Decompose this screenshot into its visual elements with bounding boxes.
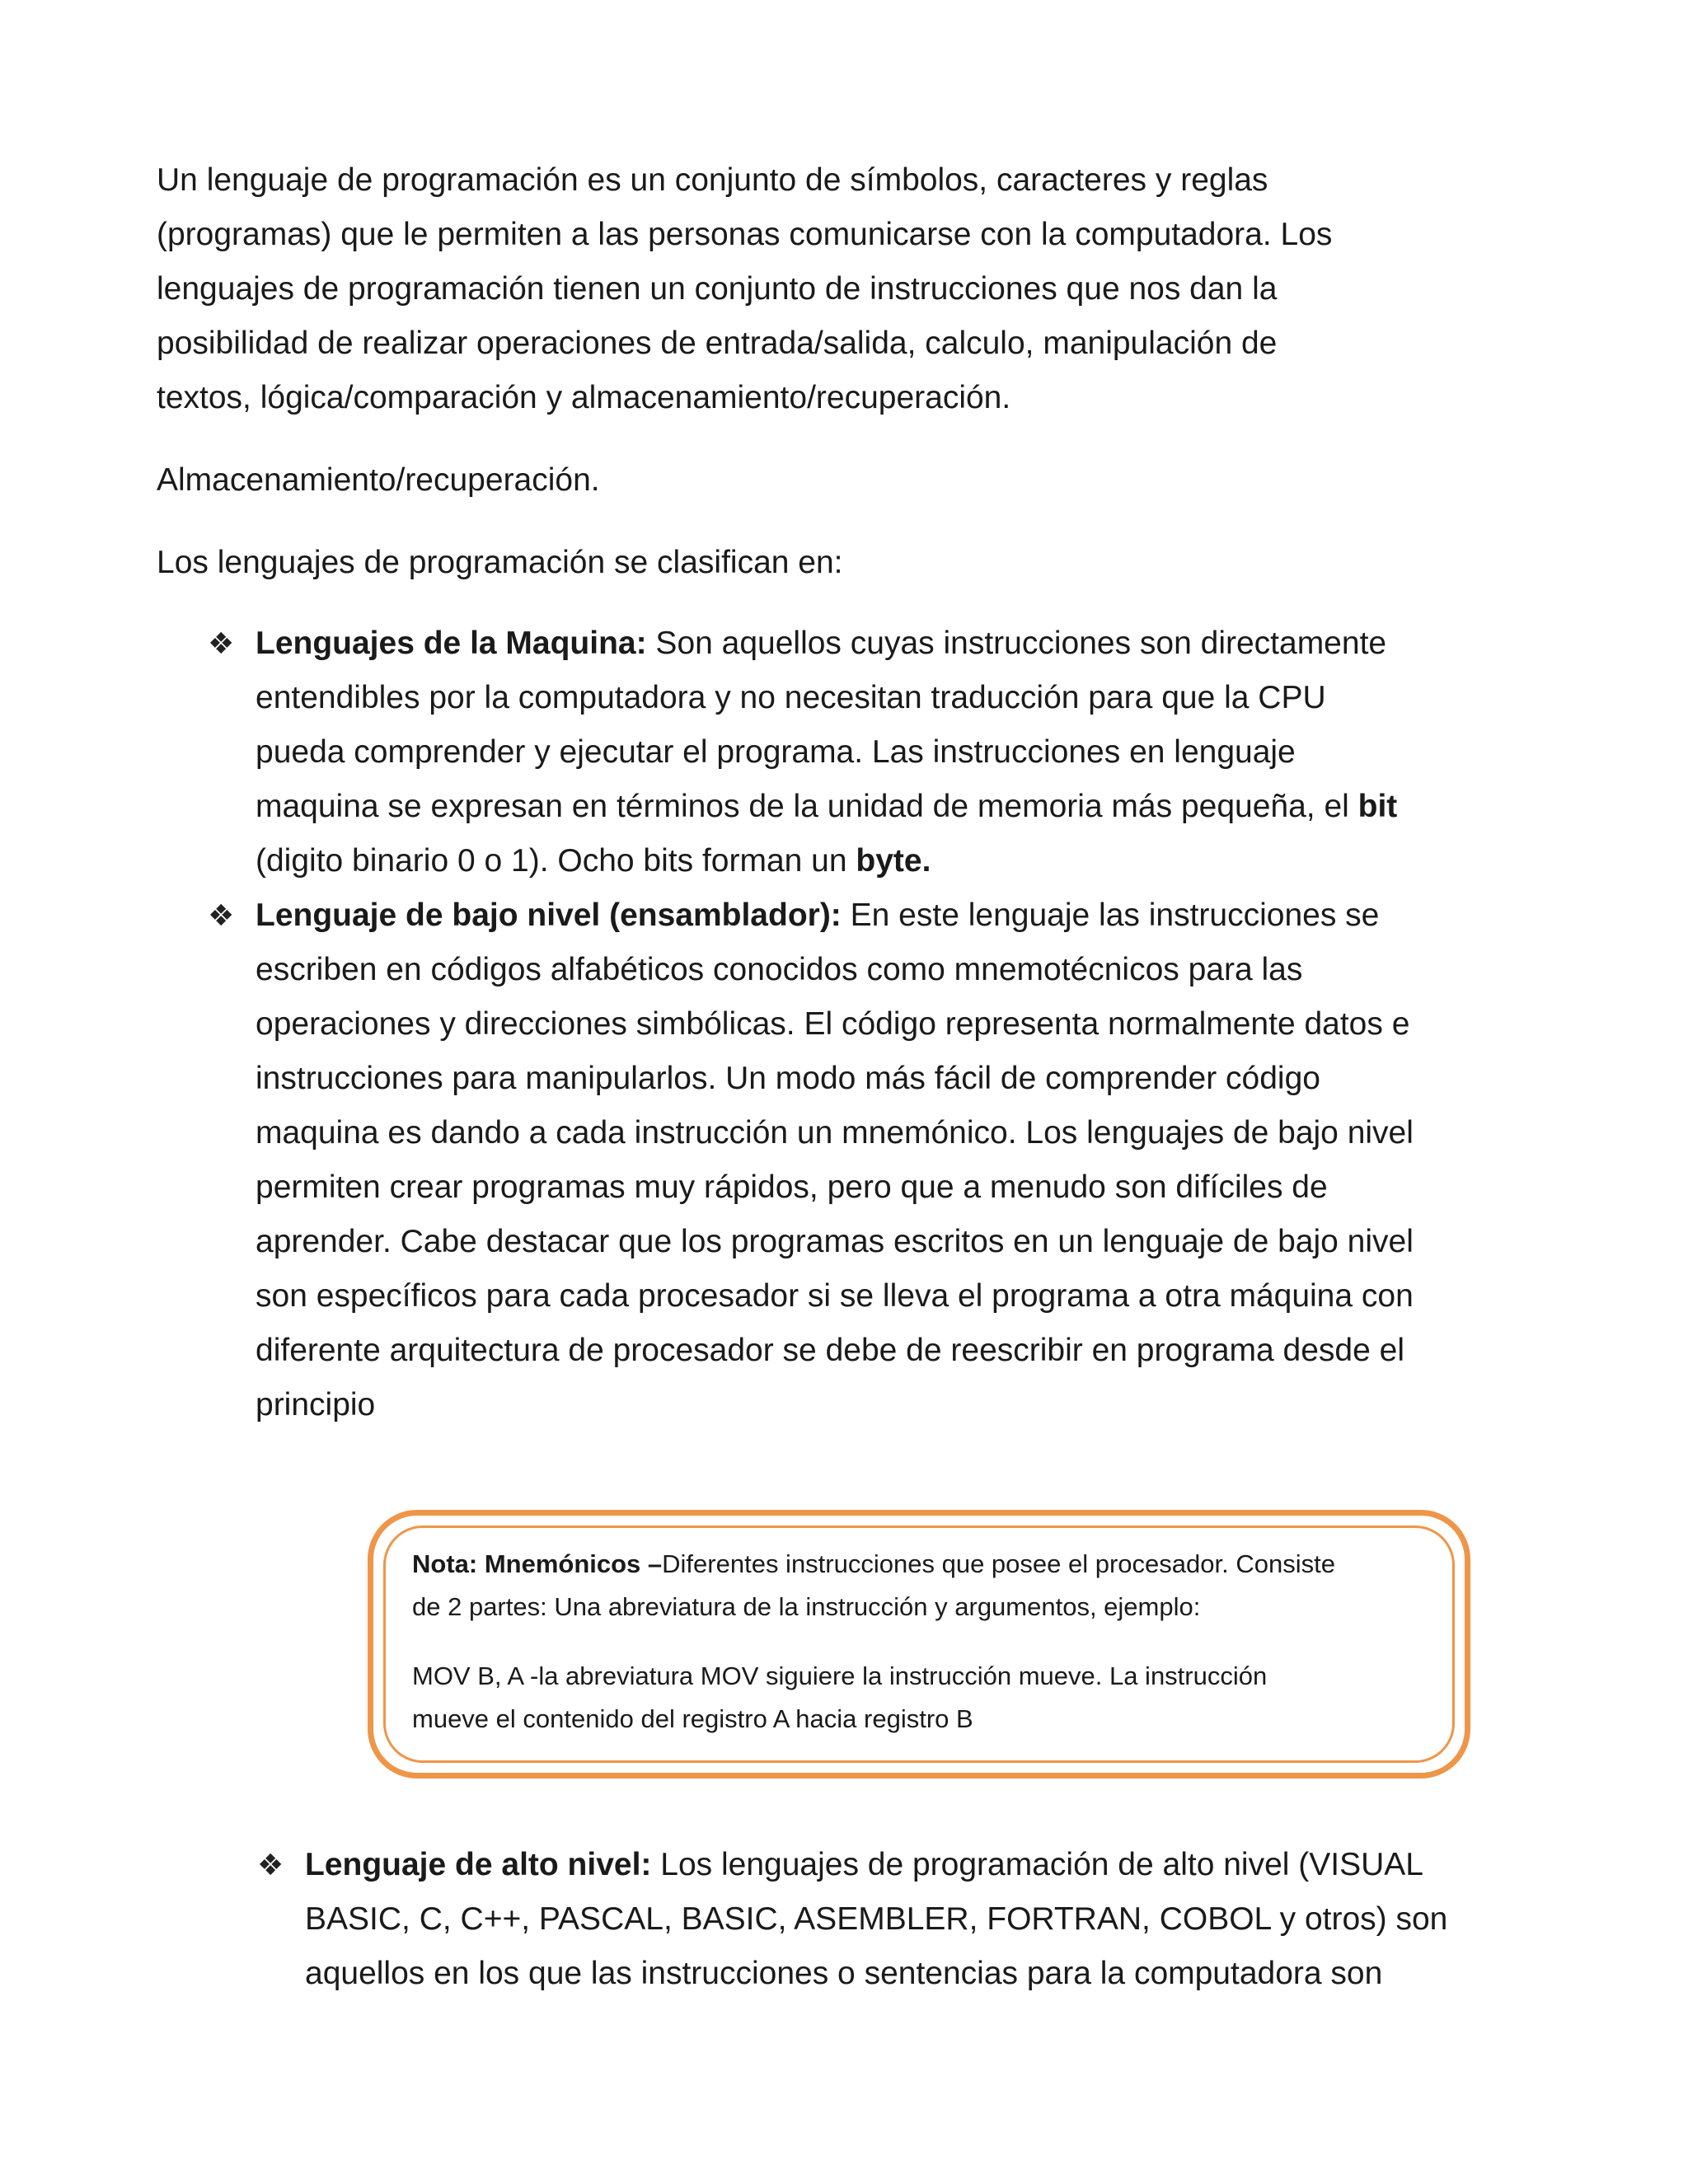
list-item-text: (digito binario 0 o 1). Ocho bits forman un [256,843,856,879]
list-item-text: En este lenguaje las instrucciones se [841,898,1380,933]
note-line [412,1543,1434,1586]
list-item-line [256,616,1386,671]
list-item-line: operaciones y direcciones simbólicas. El código representa normalmente datos e [256,1006,1410,1042]
diamond-bullet-icon: ❖ [257,1848,284,1882]
list-item-text: Son aquellos cuyas instrucciones son directamente [646,626,1387,661]
bold-term-bit: bit [1357,789,1398,824]
list-item-line [256,888,1379,943]
list-item-line: maquina es dando a cada instrucción un mnemónico. Los lenguajes de bajo nivel [256,1115,1414,1151]
bold-term-byte: byte. [856,843,931,879]
list-item-term: Lenguaje de alto nivel: [305,1847,652,1882]
classification-intro: Los lenguajes de programación se clasifican en: [157,545,843,580]
note-label: Nota: Mnemónicos – [412,1549,663,1578]
list-item-line: escriben en códigos alfabéticos conocidos como mnemotécnicos para las [256,952,1303,987]
list-item-term: Lenguaje de bajo nivel (ensamblador): [256,898,842,933]
list-item-line: entendibles por la computadora y no necesitan traducción para que la CPU [256,680,1326,715]
list-item-line [256,780,1397,834]
intro-line: lenguajes de programación tienen un conjunto de instrucciones que nos dan la [157,271,1278,307]
intro-line: (programas) que le permiten a las personas comunicarse con la computadora. Los [157,217,1333,252]
list-item-line [256,834,931,888]
list-item-line: aprender. Cabe destacar que los programas escritos en un lenguaje de bajo nivel [256,1224,1414,1259]
intro-line: Un lenguaje de programación es un conjunto de símbolos, caracteres y reglas [157,162,1268,198]
note-line: de 2 partes: Una abreviatura de la instrucción y argumentos, ejemplo: [412,1592,1201,1621]
list-item-line: BASIC, C, C++, PASCAL, BASIC, ASEMBLER, FORTRAN, COBOL y otros) son [305,1901,1448,1937]
list-item-line: principio [256,1387,376,1422]
list-item-line: instrucciones para manipularlos. Un modo más fácil de comprender código [256,1061,1320,1096]
list-item-text: Los lenguajes de programación de alto nivel (VISUAL [651,1847,1423,1882]
note-text: Diferentes instrucciones que posee el procesador. Consiste [662,1549,1335,1578]
intro-line: posibilidad de realizar operaciones de entrada/salida, calculo, manipulación de [157,326,1278,361]
list-item-line: pueda comprender y ejecutar el programa. Las instrucciones en lenguaje [256,734,1296,770]
intro-line: textos, lógica/comparación y almacenamiento/recuperación. [157,380,1011,415]
diamond-bullet-icon: ❖ [208,626,235,660]
diamond-bullet-icon: ❖ [208,898,235,932]
list-item-term: Lenguajes de la Maquina: [256,626,647,661]
list-item-line: permiten crear programas muy rápidos, pero que a menudo son difíciles de [256,1169,1328,1205]
note-line: MOV B, A -la abreviatura MOV siguiere la instrucción mueve. La instrucción [412,1661,1268,1690]
list-item-line: aquellos en los que las instrucciones o sentencias para la computadora son [305,1956,1383,1991]
list-item-line: son específicos para cada procesador si se lleva el programa a otra máquina con [256,1278,1414,1314]
list-item-line [305,1838,1423,1892]
storage-line: Almacenamiento/recuperación. [157,462,600,498]
note-line: mueve el contenido del registro A hacia registro B [412,1704,973,1733]
list-item-text: maquina se expresan en términos de la unidad de memoria más pequeña, el [256,789,1358,824]
list-item-line: diferente arquitectura de procesador se debe de reescribir en programa desde el [256,1333,1405,1368]
